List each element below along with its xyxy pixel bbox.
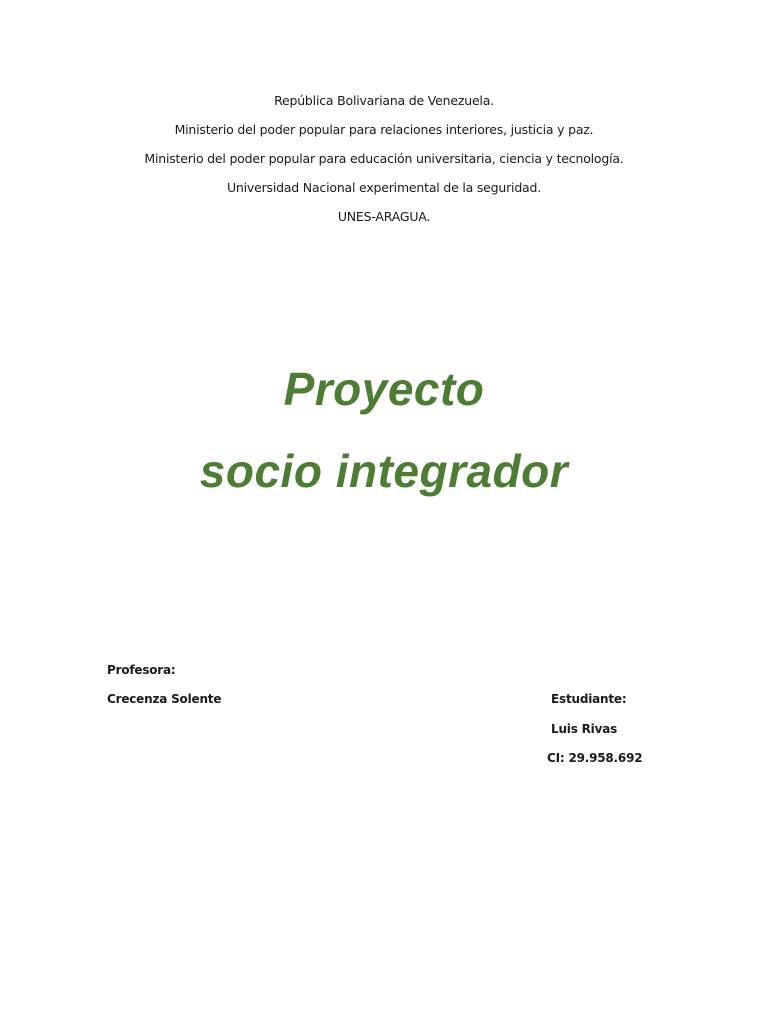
title-line-1: Proyecto (283, 363, 485, 415)
header-line-unes: UNES-ARAGUA. (337, 209, 431, 224)
title-line-2: socio integrador (199, 445, 569, 497)
header-line-university: Universidad Nacional experimental de la seguridad. (226, 180, 542, 195)
estudiante-label: Estudiante: (551, 692, 627, 706)
profesora-label: Profesora: (107, 663, 176, 677)
header-line-republic: República Bolivariana de Venezuela. (274, 93, 494, 108)
header-line-ministry-education: Ministerio del poder popular para educación universitaria, ciencia y tecnología. (144, 151, 624, 166)
estudiante-ci: CI: 29.958.692 (547, 751, 643, 765)
estudiante-name: Luis Rivas (551, 722, 618, 736)
profesora-name: Crecenza Solente (107, 692, 222, 706)
header-line-ministry-interior: Ministerio del poder popular para relaciones interiores, justicia y paz. (174, 122, 594, 137)
